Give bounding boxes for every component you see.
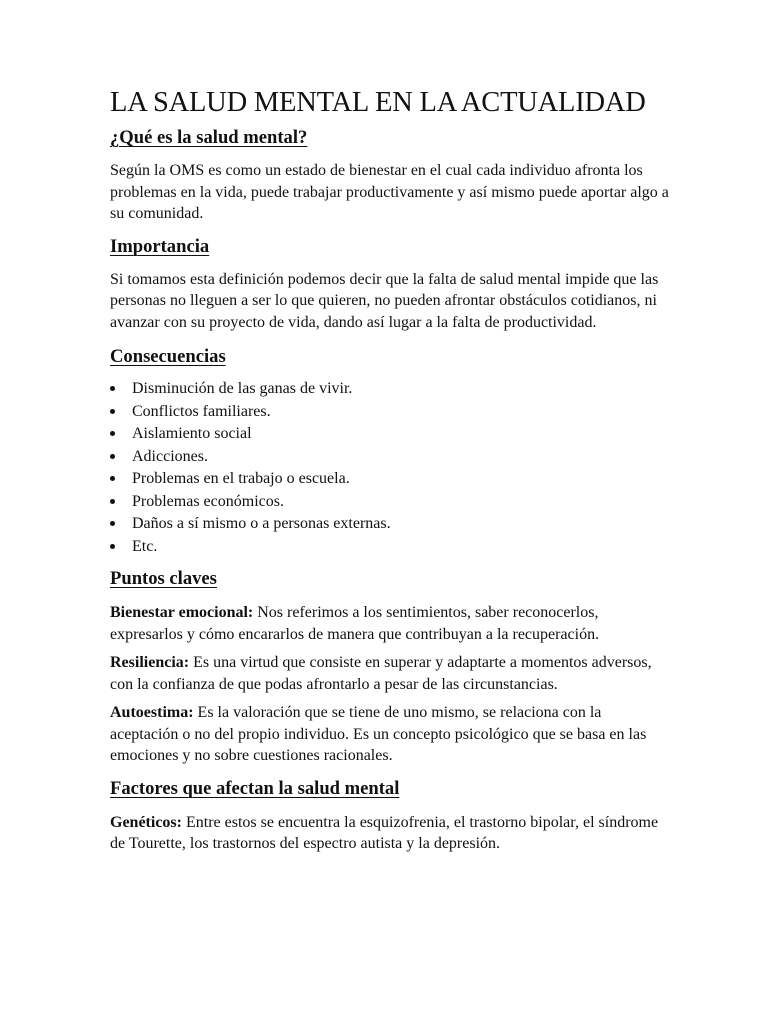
heading-factores: Factores que afectan la salud mental: [110, 777, 400, 799]
list-item-text: Problemas económicos.: [132, 492, 284, 510]
bullet-icon: [110, 386, 115, 391]
heading-puntos-claves: Puntos claves: [110, 568, 217, 589]
document-page: [110, 86, 670, 855]
bullet-icon: [110, 499, 115, 504]
heading-consecuencias: Consecuencias: [110, 346, 226, 367]
list-item: [110, 513, 670, 536]
list-item-text: Daños a sí mismo o a personas externas.: [132, 515, 391, 532]
term-resiliencia: Resiliencia:: [110, 654, 190, 671]
heading-importancia: Importancia: [110, 235, 210, 257]
term-geneticos: Genéticos:: [110, 813, 182, 831]
list-item: [110, 491, 670, 514]
paragraph-autoestima: [110, 702, 670, 767]
bullet-icon: [110, 476, 115, 481]
list-item-text: Disminución de las ganas de vivir.: [132, 380, 353, 397]
term-autoestima: Autoestima:: [110, 704, 194, 721]
document-title: LA SALUD MENTAL EN LA ACTUALIDAD: [110, 87, 646, 118]
heading-que-es: ¿Qué es la salud mental?: [110, 127, 308, 148]
definition-resiliencia: Es una virtud que consiste en superar y adaptarte a momentos adversos, con la confianza de que podas afrontarlo a pesar de las circunstancias.: [110, 654, 652, 693]
paragraph-importancia: Si tomamos esta definición podemos decir que la falta de salud mental impide que las personas no lleguen a ser lo que quieren, no pueden afrontar obstáculos cotidianos, ni avanzar con su proyecto de vida, dando así lugar a la falta de productividad.: [110, 270, 659, 331]
bullet-icon: [110, 431, 115, 436]
list-item: [110, 536, 670, 559]
paragraph-que-es: Según la OMS es como un estado de bienestar en el cual cada individuo afronta los problemas en la vida, puede trabajar productivamente y así mismo puede aportar algo a su comunidad.: [110, 162, 669, 222]
bullet-icon: [110, 521, 115, 526]
term-bienestar-emocional: Bienestar emocional:: [110, 604, 254, 621]
bullet-icon: [110, 544, 115, 549]
bullet-icon: [110, 454, 115, 459]
list-item-text: Adicciones.: [132, 447, 208, 465]
paragraph-geneticos: [110, 812, 670, 855]
list-item: [110, 401, 670, 424]
list-item-text: Conflictos familiares.: [132, 402, 271, 420]
list-item: [110, 468, 670, 491]
paragraph-resiliencia: [110, 652, 670, 695]
list-item: [110, 446, 670, 469]
list-item: [110, 378, 670, 401]
paragraph-bienestar-emocional: [110, 602, 670, 645]
list-item-text: Problemas en el trabajo o escuela.: [132, 470, 350, 487]
consecuencias-list: [110, 378, 670, 558]
definition-autoestima: Es la valoración que se tiene de uno mismo, se relaciona con la aceptación o no del propio individuo. Es un concepto psicológico que se basa en las emociones y no sobre cuestiones racionales.: [110, 704, 647, 764]
definition-bienestar-emocional: Nos referimos a los sentimientos, saber reconocerlos, expresarlos y cómo encararlos de manera que contribuyan a la recuperación.: [110, 604, 600, 643]
bullet-icon: [110, 409, 115, 414]
list-item-text: Aislamiento social: [132, 425, 252, 442]
definition-geneticos: Entre estos se encuentra la esquizofrenia, el trastorno bipolar, el síndrome de Tourette, los trastornos del espectro autista y la depresión.: [110, 813, 659, 852]
list-item: [110, 423, 670, 446]
list-item-text: Etc.: [132, 537, 158, 555]
